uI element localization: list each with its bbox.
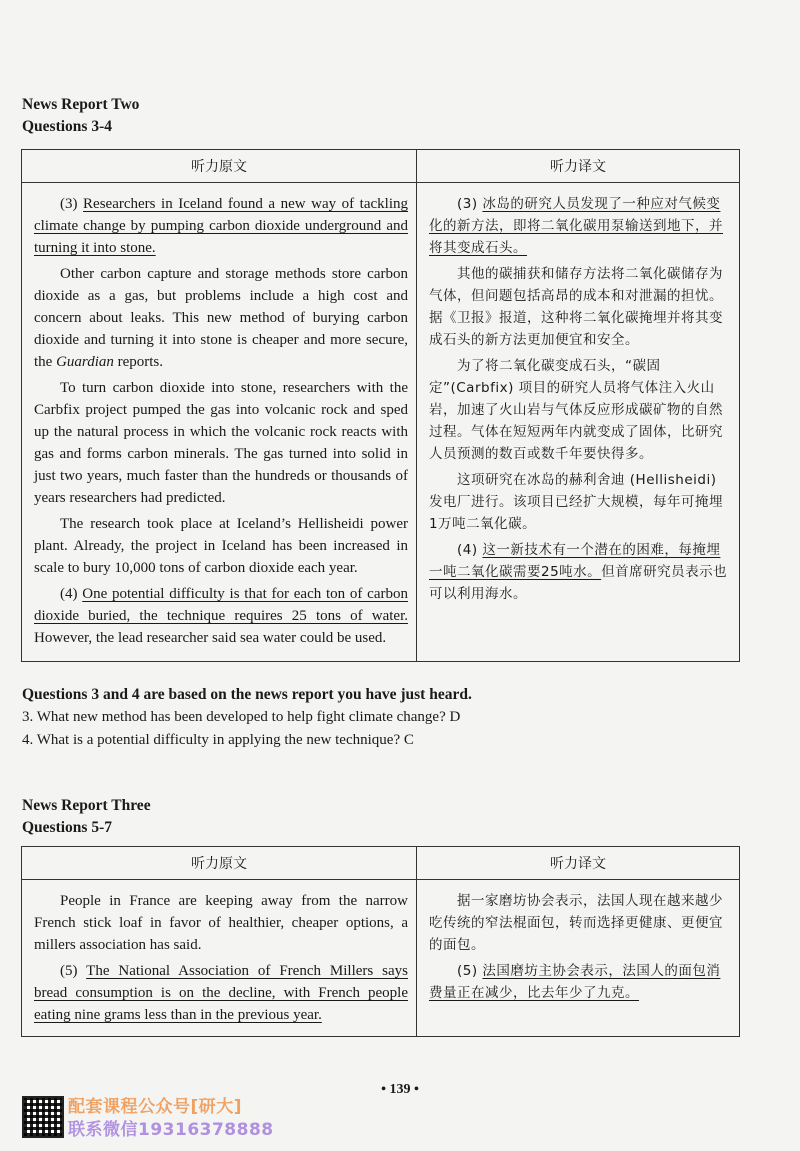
en-paragraph: (4) One potential difficulty is that for each ton of carbon dioxide buried, the technique requires 25 tons of water. However, the lead researcher said sea water could be used. bbox=[34, 586, 408, 646]
col-original-header: 听力原文 bbox=[22, 847, 417, 880]
en-paragraph: (5) The National Association of French Millers says bread consumption is on the decline, with French people eating nine grams less than in the previous year. bbox=[34, 963, 408, 1023]
report3-original-cell bbox=[22, 880, 417, 1037]
col-translation-header: 听力译文 bbox=[417, 847, 740, 880]
zh-paragraph: 为了将二氧化碳变成石头，“碳固定”(Carbfix) 项目的研究人员将气体注入火山岩，加速了火山岩与气体反应形成碳矿物的自然过程。气体在短短两年内就变成了固体，比研究人员预测的数百或数千年要快得多。 bbox=[429, 358, 723, 462]
en-paragraph: The research took place at Iceland’s Hellisheidi power plant. Already, the project in Iceland has been increased in scale to bury 10,000 tons of carbon dioxide each year. bbox=[34, 516, 408, 576]
report2-original-cell bbox=[22, 183, 417, 662]
report3-table bbox=[21, 846, 740, 1037]
questions-heading: Questions 3 and 4 are based on the news report you have just heard. bbox=[22, 686, 472, 703]
promo-line-1: 配套课程公众号[研大] bbox=[68, 1097, 243, 1117]
en-paragraph: People in France are keeping away from the narrow French stick loaf in favor of healthier, cheaper options, a millers association has said. bbox=[34, 893, 408, 953]
en-paragraph: To turn carbon dioxide into stone, researchers with the Carbfix project pumped the gas into volcanic rock and sped up the natural process in which the volcanic rock reacts with gas and forms carbon minerals. The gas turned into solid in just two years, much faster than the hundreds or thousands of years researchers had predicted. bbox=[34, 380, 408, 506]
zh-paragraph: 其他的碳捕获和储存方法将二氧化碳储存为气体，但问题包括高昂的成本和对泄漏的担忧。据《卫报》报道，这种将二氧化碳掩埋并将其变成石头的新方法更加便宜和安全。 bbox=[429, 266, 723, 348]
report2-title: News Report Two bbox=[22, 96, 140, 113]
zh-paragraph: 据一家磨坊协会表示，法国人现在越来越少吃传统的窄法棍面包，转而选择更健康、更便宜的面包。 bbox=[429, 893, 723, 953]
col-original-header: 听力原文 bbox=[22, 150, 417, 183]
report2-questions-label: Questions 3-4 bbox=[22, 118, 112, 135]
en-paragraph: Other carbon capture and storage methods store carbon dioxide as a gas, but problems include a high cost and concern about leaks. This new method of burying carbon dioxide and turning it into stone is cheaper and more secure, the Guardian reports. bbox=[34, 266, 408, 370]
col-translation-header: 听力译文 bbox=[417, 150, 740, 183]
report3-questions-label: Questions 5-7 bbox=[22, 819, 112, 836]
zh-paragraph: 这项研究在冰岛的赫利舍迪 (Hellisheidi) 发电厂进行。该项目已经扩大规模，每年可掩埋1万吨二氧化碳。 bbox=[429, 472, 723, 532]
qr-code-icon bbox=[22, 1096, 64, 1138]
report3-translation-cell bbox=[417, 880, 740, 1037]
promo-line-2: 联系微信19316378888 bbox=[68, 1120, 274, 1140]
zh-paragraph: (5) 法国磨坊主协会表示，法国人的面包消费量正在减少，比去年少了九克。 bbox=[429, 963, 721, 1001]
report2-translation-cell bbox=[417, 183, 740, 662]
zh-paragraph: (3) 冰岛的研究人员发现了一种应对气候变化的新方法，即将二氧化碳用泵输送到地下，并将其变成石头。 bbox=[429, 196, 723, 256]
question-4: 4. What is a potential difficulty in applying the new technique? C bbox=[22, 732, 414, 748]
report3-title: News Report Three bbox=[22, 797, 151, 814]
question-3: 3. What new method has been developed to help fight climate change? D bbox=[22, 709, 461, 725]
en-paragraph: (3) Researchers in Iceland found a new way of tackling climate change by pumping carbon dioxide underground and turning it into stone. bbox=[34, 196, 408, 256]
page-number: • 139 • bbox=[381, 1082, 419, 1097]
report2-table bbox=[21, 149, 740, 662]
zh-paragraph: (4) 这一新技术有一个潜在的困难，每掩埋一吨二氧化碳需要25吨水。但首席研究员表示也可以利用海水。 bbox=[429, 542, 728, 602]
